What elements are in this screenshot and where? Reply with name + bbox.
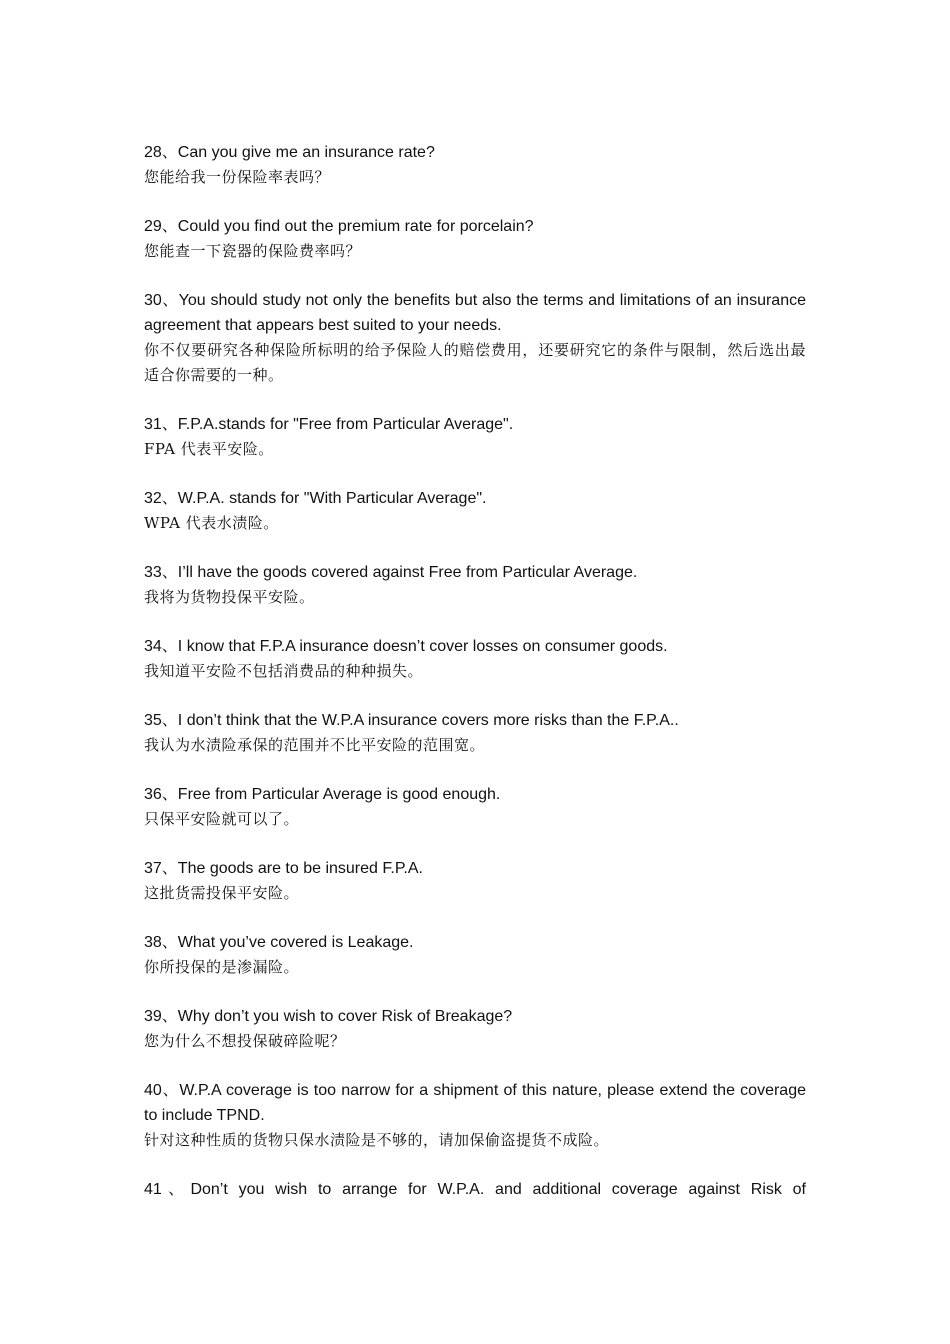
entry-english: 33、I’ll have the goods covered against Free from Particular Average. <box>144 564 638 581</box>
entry-chinese: 你所投保的是渗漏险。 <box>144 958 300 976</box>
entry-english: 41、Don’t you wish to arrange for W.P.A. and additional coverage against Risk of <box>144 1181 806 1198</box>
entry-english: 40、W.P.A coverage is too narrow for a shipment of this nature, please extend the coverage to include TPND. <box>144 1082 806 1124</box>
entry-39 <box>144 1004 806 1054</box>
entry-chinese: 只保平安险就可以了。 <box>144 810 300 828</box>
entry-chinese: WPA 代表水渍险。 <box>144 514 279 532</box>
entry-chinese: 您能给我一份保险率表吗？ <box>144 168 331 186</box>
entry-36 <box>144 782 806 832</box>
entry-34 <box>144 634 806 684</box>
entry-english: 32、W.P.A. stands for "With Particular Average". <box>144 490 487 507</box>
entry-english: 36、Free from Particular Average is good enough. <box>144 786 501 803</box>
entry-english: 38、What you’ve covered is Leakage. <box>144 934 414 951</box>
entry-40 <box>144 1078 806 1153</box>
entry-chinese: 我知道平安险不包括消费品的种种损失。 <box>144 662 424 680</box>
entry-28 <box>144 140 806 190</box>
entry-32 <box>144 486 806 536</box>
entry-31 <box>144 412 806 462</box>
entry-41 <box>144 1177 806 1202</box>
entry-chinese: 您能查一下瓷器的保险费率吗？ <box>144 242 362 260</box>
entry-chinese: FPA 代表平安险。 <box>144 440 274 458</box>
entry-chinese: 我将为货物投保平安险。 <box>144 588 315 606</box>
entry-english: 29、Could you find out the premium rate for porcelain? <box>144 218 534 235</box>
entry-chinese: 这批货需投保平安险。 <box>144 884 300 902</box>
entry-english: 31、F.P.A.stands for "Free from Particular Average". <box>144 416 514 433</box>
entry-chinese: 你不仅要研究各种保险所标明的给予保险人的赔偿费用，还要研究它的条件与限制，然后选出最适合你需要的一种。 <box>144 341 806 384</box>
document-page <box>144 140 806 1226</box>
entry-33 <box>144 560 806 610</box>
entry-english: 37、The goods are to be insured F.P.A. <box>144 860 423 877</box>
entry-37 <box>144 856 806 906</box>
entry-29 <box>144 214 806 264</box>
entry-chinese: 我认为水渍险承保的范围并不比平安险的范围宽。 <box>144 736 486 754</box>
entry-chinese: 您为什么不想投保破碎险呢？ <box>144 1032 346 1050</box>
entry-38 <box>144 930 806 980</box>
entry-english: 28、Can you give me an insurance rate? <box>144 144 435 161</box>
entry-english: 34、I know that F.P.A insurance doesn’t cover losses on consumer goods. <box>144 638 668 655</box>
entry-english: 35、I don’t think that the W.P.A insurance covers more risks than the F.P.A.. <box>144 712 679 729</box>
entry-35 <box>144 708 806 758</box>
entry-chinese: 针对这种性质的货物只保水渍险是不够的，请加保偷盗提货不成险。 <box>144 1131 610 1149</box>
entry-english: 30、You should study not only the benefits but also the terms and limitations of an insurance agreement that appears best suited to your needs. <box>144 292 806 334</box>
entry-30 <box>144 288 806 388</box>
entry-english: 39、Why don’t you wish to cover Risk of Breakage? <box>144 1008 513 1025</box>
